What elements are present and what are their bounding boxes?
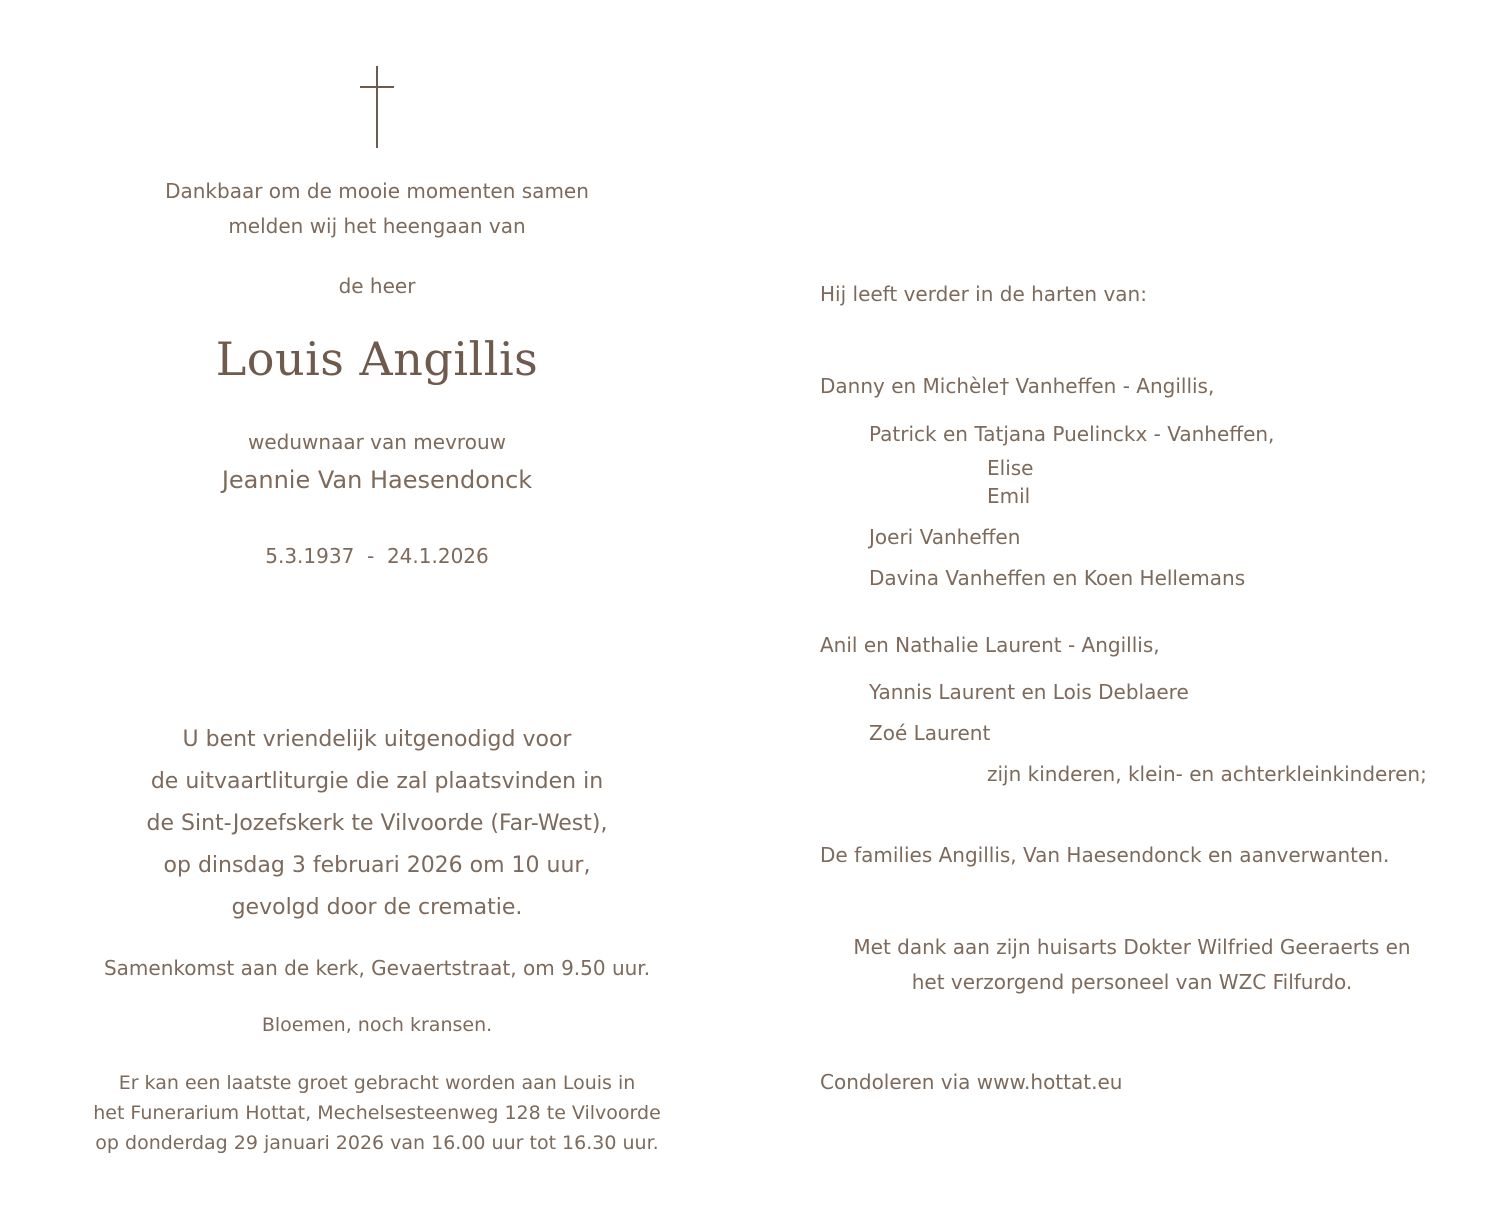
relation-text: zijn kinderen, klein- en achterkleinkinderen; [987, 762, 1427, 786]
family2-head: Anil en Nathalie Laurent - Angillis, [820, 633, 1160, 657]
cross-icon [360, 66, 394, 148]
family1-child2: Joeri Vanheffen [869, 525, 1021, 549]
lives-on-text: Hij leeft verder in de harten van: [820, 282, 1147, 306]
intro-line: melden wij het heengaan van [228, 214, 526, 238]
families-text: De families Angillis, Van Haesendonck en aanverwanten. [820, 843, 1390, 867]
deceased-name: Louis Angillis [215, 332, 539, 386]
flowers-text: Bloemen, noch kransen. [261, 1014, 493, 1036]
gathering-text: Samenkomst aan de kerk, Gevaertstraat, om 9.50 uur. [103, 956, 651, 980]
thanks-line: het verzorgend personeel van WZC Filfurdo. [911, 970, 1353, 994]
invitation-text [147, 719, 608, 929]
family1-child3: Davina Vanheffen en Koen Hellemans [869, 566, 1246, 590]
title-prefix: de heer [338, 274, 416, 298]
family1-child1: Patrick en Tatjana Puelinckx - Vanheffen, [869, 422, 1275, 446]
farewell-line: het Funerarium Hottat, Mechelsesteenweg 128 te Vilvoorde [93, 1102, 661, 1124]
farewell-text [93, 1068, 661, 1158]
invitation-line: de uitvaartliturgie die zal plaatsvinden in [150, 769, 604, 794]
spouse-intro: weduwnaar van mevrouw [248, 430, 506, 454]
invitation-line: de Sint-Jozefskerk te Vilvoorde (Far-West), [146, 811, 608, 836]
intro-text [165, 174, 589, 244]
farewell-line: Er kan een laatste groet gebracht worden aan Louis in [118, 1072, 636, 1094]
invitation-line: op dinsdag 3 februari 2026 om 10 uur, [163, 853, 591, 878]
family2-child1: Yannis Laurent en Lois Deblaere [869, 680, 1189, 704]
grandchild-name: Elise [987, 456, 1034, 480]
spouse-name: Jeannie Van Haesendonck [221, 466, 533, 494]
thanks-line: Met dank aan zijn huisarts Dokter Wilfried Geeraerts en [853, 935, 1411, 959]
condolences-link[interactable]: Condoleren via www.hottat.eu [820, 1070, 1123, 1094]
life-dates: 5.3.1937 - 24.1.2026 [265, 544, 489, 568]
family1-head: Danny en Michèle† Vanheffen - Angillis, [820, 374, 1215, 398]
intro-line: Dankbaar om de mooie momenten samen [165, 179, 589, 203]
invitation-line: gevolgd door de crematie. [231, 895, 523, 920]
farewell-line: op donderdag 29 januari 2026 van 16.00 uur tot 16.30 uur. [95, 1132, 659, 1154]
invitation-line: U bent vriendelijk uitgenodigd voor [182, 727, 572, 752]
family1-grandchildren [987, 454, 1033, 510]
thanks-text [853, 930, 1410, 1000]
grandchild-name: Emil [987, 484, 1031, 508]
family2-child2: Zoé Laurent [869, 721, 991, 745]
